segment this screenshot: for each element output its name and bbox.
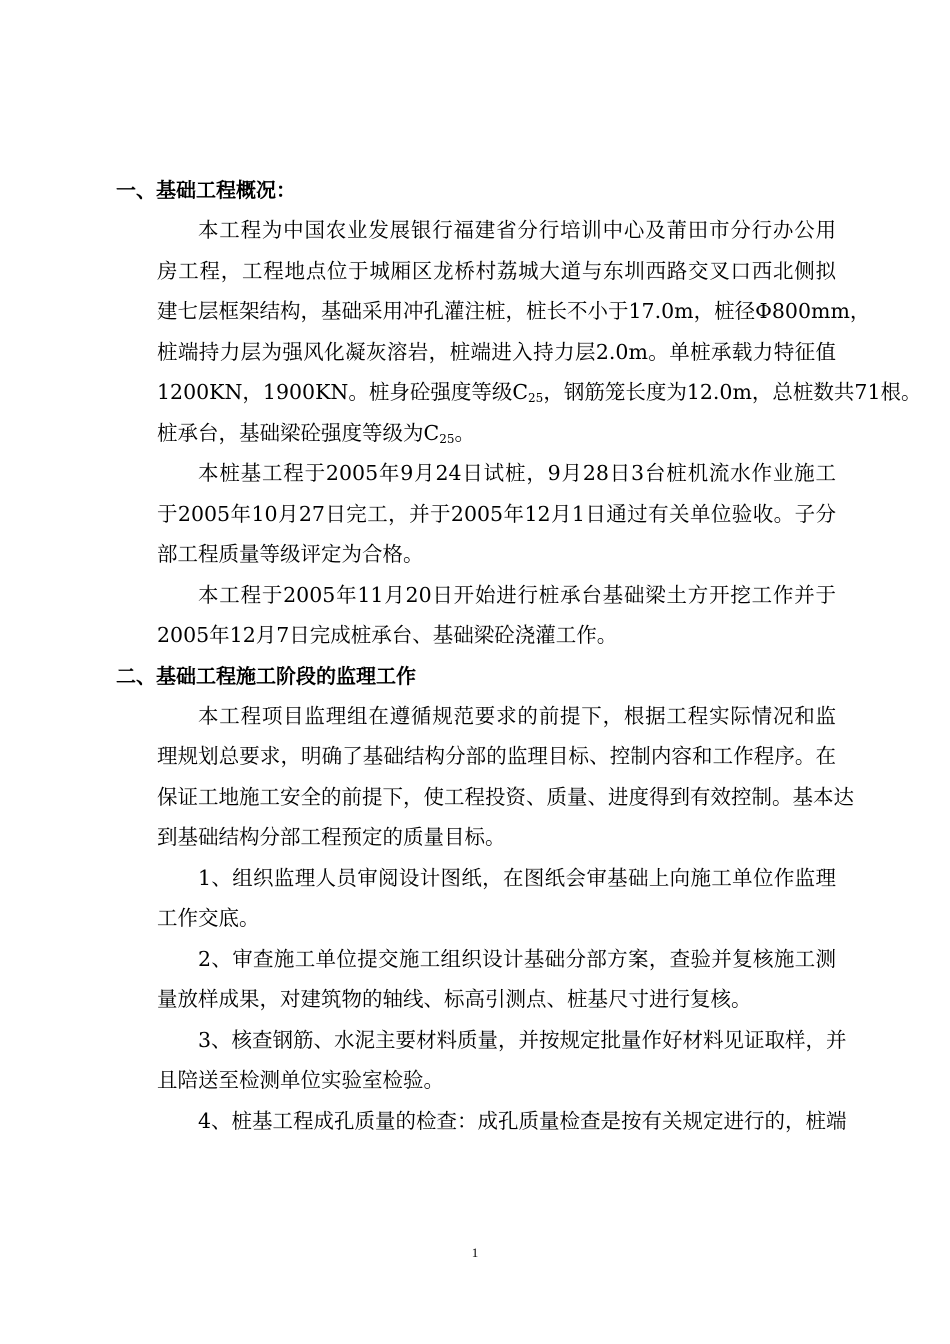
section-heading-supervision: 二、基础工程施工阶段的监理工作 (116, 663, 416, 688)
text-run: 1200KN，1900KN。桩身砼强度等级C (157, 380, 529, 404)
list-item-3 (116, 1020, 847, 1101)
text-line: 保证工地施工安全的前提下，使工程投资、质量、进度得到有效控制。基本达 (157, 784, 854, 809)
section-heading-overview: 一、基础工程概况： (116, 178, 296, 202)
subscript: 25 (439, 431, 455, 446)
text-line (116, 372, 922, 413)
text-line: 理规划总要求，明确了基础结构分部的监理目标、控制内容和工作程序。在 (157, 744, 836, 768)
text-line: 1、组织监理人员审阅设计图纸，在图纸会审基础上向施工单位作监理 (198, 865, 836, 890)
list-item-2 (116, 939, 836, 1020)
list-item-4 (116, 1101, 847, 1142)
subscript: 25 (528, 391, 544, 405)
text-line: 桩端持力层为强风化凝灰溶岩，桩端进入持力层2.0m。单桩承载力特征值 (157, 339, 836, 364)
text-line: 于2005年10月27日完工，并于2005年12月1日通过有关单位验收。子分 (157, 501, 836, 526)
text-line: 量放样成果，对建筑物的轴线、标高引测点、桩基尺寸进行复核。 (157, 987, 752, 1011)
text-run: ，钢筋笼长度为12.0m，总桩数共71根。 (543, 380, 922, 404)
text-line: 2005年12月7日完成桩承台、基础梁砼浇灌工作。 (157, 623, 618, 647)
text-line: 本工程为中国农业发展银行福建省分行培训中心及莆田市分行办公用 (198, 218, 836, 242)
text-line: 工作交底。 (157, 906, 260, 930)
text-line: 到基础结构分部工程预定的质量目标。 (157, 825, 506, 849)
document-page (116, 170, 922, 1141)
text-line (116, 413, 836, 454)
text-line: 房工程，工程地点位于城厢区龙桥村荔城大道与东圳西路交叉口西北侧拟 (157, 258, 836, 283)
paragraph-supervision-intro (116, 696, 854, 858)
text-line: 本桩基工程于2005年9月24日试桩，9月28日3台桩机流水作业施工 (198, 461, 836, 485)
text-line: 2、审查施工单位提交施工组织设计基础分部方案，查验并复核施工测 (198, 946, 836, 971)
paragraph-cap-schedule (116, 575, 836, 656)
paragraph-project-overview (116, 210, 922, 453)
paragraph-pile-schedule (116, 453, 836, 575)
text-line: 本工程于2005年11月20日开始进行桩承台基础梁土方开挖工作并于 (198, 582, 836, 607)
text-line: 建七层框架结构，基础采用冲孔灌注桩，桩长不小于17.0m，桩径Φ800mm， (157, 299, 871, 323)
text-run: 。 (454, 420, 475, 445)
text-run: 桩承台，基础梁砼强度等级为C (157, 420, 440, 445)
page-number: 1 (471, 1245, 479, 1260)
text-line: 且陪送至检测单位实验室检验。 (157, 1068, 444, 1092)
text-line: 部工程质量等级评定为合格。 (157, 542, 424, 566)
text-line: 3、核查钢筋、水泥主要材料质量，并按规定批量作好材料见证取样，并 (198, 1027, 847, 1052)
text-line: 4、桩基工程成孔质量的检查：成孔质量检查是按有关规定进行的，桩端 (198, 1108, 847, 1133)
text-line: 本工程项目监理组在遵循规范要求的前提下，根据工程实际情况和监 (198, 703, 836, 728)
list-item-1 (116, 858, 836, 939)
